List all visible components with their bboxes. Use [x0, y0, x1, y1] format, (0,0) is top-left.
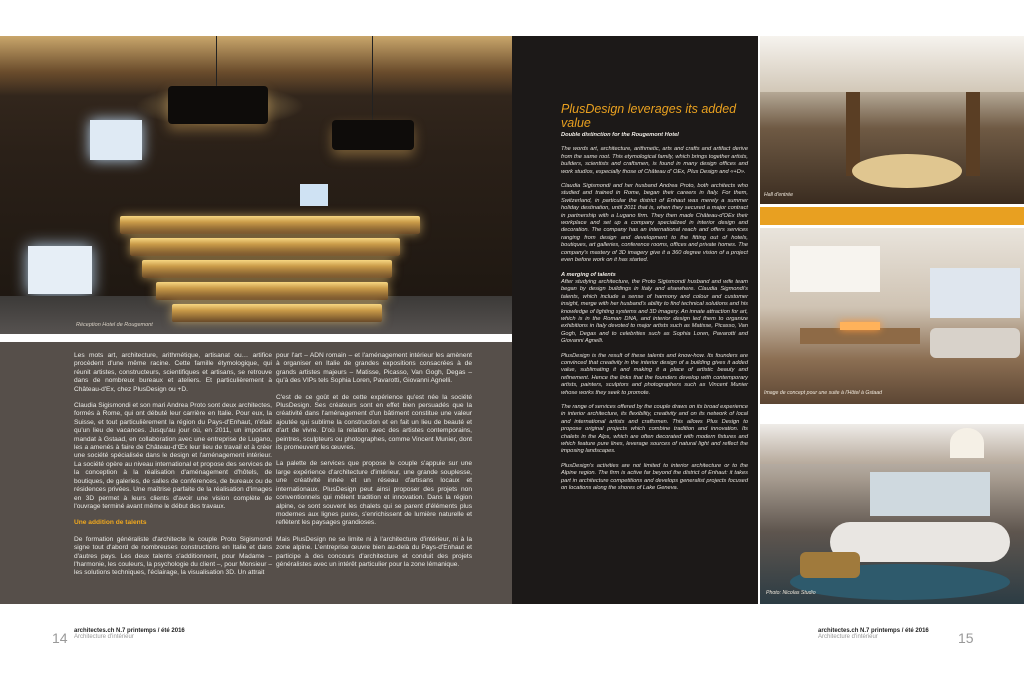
fireplace: [840, 322, 880, 330]
folio-issue: N.7: [860, 628, 870, 634]
paragraph: Claudia Sigismondi et son mari Andrea Proto sont deux architectes, formés à Rome, qui ont débuté leur carrière en Italie. Pour eux, la Suisse, et tout particulièrement la région du Pays-d'Enhaut, n'était qu'un lieu de vacances. Jusqu'au jour où, en 2011, un important mandat à Gstaad, en collaboration avec une entreprise de Lugano, les a amenés à faire de Château-d'Œx leur lieu de travail et à créer une société spécialisée dans le design et l'aménagement intérieur. La société opère au niveau international et propose des services de la conception à la réalisation d'aménagement d'hôtels, de boutiques, de galeries, de salles de conférences, de bureaux ou de résidences privées. Une maîtrise parfaite de la réalisation d'images en 3D permet à leurs clients d'avoir une vision complète de l'ouvrage terminé avant même le début des travaux.: [74, 402, 272, 510]
reception-desk: [120, 216, 420, 334]
paragraph: C'est de ce goût et de cette expérience qu'est née la société PlusDesign. Ses créateurs sont en effet bien persuadés que la créativité dans l'aménagement d'un bâtiment constitue une valeur ajoutée qui sublime la construction et en fait un lieu de beauté et d'art de vivre. D'où la relation avec des artistes contemporains, peintres, sculpteurs ou photographes, comme Vincent Munier, dont ils promeuvent les œuvres.: [276, 393, 472, 452]
page-number: 14: [52, 630, 68, 646]
folio-season: printemps / été 2016: [127, 628, 185, 634]
window: [870, 472, 990, 516]
lamp-cord: [372, 36, 373, 120]
folio-season: printemps / été 2016: [871, 628, 929, 634]
ceiling: [760, 36, 1024, 92]
photo-caption: Hall d'entrée: [764, 192, 793, 198]
paragraph: Mais PlusDesign ne se limite ni à l'architecture d'intérieur, ni à la zone alpine. L'entreprise œuvre bien au-delà du Pays-d'Enhaut et participe à des concours d'architecture et conduit des projets généralistes avec un intérêt particulier pour la zone lémanique.: [276, 535, 472, 568]
paragraph: Les mots art, architecture, arithmétique, artisanat ou… artifice procèdent d'une même racine. Cette famille étymologique, qui réunit artistes, constructeurs, scientifiques et artisans, se retrouve dans de nombreux bureaux et ateliers. Et particulièrement à Château-d'Ex, chez PlusDesign ou +D.: [74, 352, 272, 393]
wall-lightbox: [300, 184, 328, 206]
photo-suite-concept: [760, 228, 1024, 404]
coffee-table: [800, 552, 860, 578]
folio-section: Architecture d'intérieur: [74, 634, 134, 640]
lamp-cord: [216, 36, 217, 86]
folio-issue: N.7: [116, 628, 126, 634]
bathtub: [930, 328, 1020, 358]
page-number: 15: [958, 630, 974, 646]
folio: [74, 628, 185, 640]
paragraph: Claudia Sigismondi and her husband Andrea Proto, both architects who studied and trained in Rome, began their careers in Italy. For them, Switzerland, in particular the district of Enhaut was merely a summer holiday destination, until 2011 that is, when they secured a major contract in partnership with a Lugano firm. They then made Château-d'OEx their workplace and set up a company specialized in interior design and decoration. The company has an international reach and offers services ranging from design and development to the fitting out of hotels, boutiques, art galleries, conference rooms, offices and private homes. The company's mastery of 3D imagery give it a 360 degree vision of a project even before work on it has started.: [561, 183, 748, 264]
folio-site: architectes.ch: [818, 628, 859, 634]
pendant-lamp: [332, 120, 414, 150]
paragraph: The words art, architecture, arithmetic, arts and crafts and artifact derive from the same root. This etymological family, which brings together artists, builders, scientists and craftsmen, is found in many design offices and work studios, especially those of Château d' OEx, Plus Design and «+D».: [561, 146, 748, 175]
photo-caption: Photo: Nicolas Studio: [766, 590, 816, 596]
vanity-counter: [800, 328, 920, 344]
paragraph: After studying architecture, the Proto Sigismondi husband and wife team began by design buildings in Italy and elsewhere. Claudia Sigmondi's talents, which include a sense of harmony and colour and customer insight, merge with her husband's ability to find technical solutions and his knowledge of lighting systems and 3D imagery. An innate attraction for art, which is in the Roman DNA, and interior design led them to organize exhibitions in Italy devoted to major artists such as Matisse, Picasso, Van Gogh, Degas and to celebrities such as Sophia Loren, Pavarotti and Giovanni Agnelli.: [561, 278, 748, 345]
paragraph: PlusDesign is the result of these talents and know-how. Its founders are convinced that creativity in the interior design of a building gives it added value, sublimating it and making it a place of artistic beauty and refinement. Hence the links that the founders develop with contemporary artists, painters, sculptors and photographers such as Vincent Munier whose works they seek to promote.: [561, 352, 748, 396]
wall-cabinet: [790, 246, 880, 292]
photo-caption: Réception Hotel de Rougemont: [76, 322, 153, 328]
hero-photo-reception: [0, 36, 512, 334]
accent-bar: [760, 207, 1024, 225]
paragraph: PlusDesign's activities are not limited to interior architecture or to the Alpine region. The firm is active far beyond the district of Enhaut: it takes part in architecture competitions and develops generalist projects focused on locations along the shores of Lake Geneva.: [561, 462, 748, 492]
ceiling-beams: [760, 424, 1024, 464]
cowhide-rug: [852, 154, 962, 188]
pendant-lamp: [950, 428, 984, 458]
folio-site: architectes.ch: [74, 628, 115, 634]
paragraph: pour l'art – ADN romain – et l'aménagement intérieur les amènent à organiser en Italie de grandes expositions consacrées à de grands artistes majeurs – Matisse, Picasso, Van Gogh, Degas – qu'à des VIPs tels Sophia Loren, Pavarotti, Giovanni Agnelli.: [276, 352, 472, 385]
article-column-1: [74, 352, 272, 586]
article-column-2: [276, 352, 472, 577]
photo-living-room: [760, 424, 1024, 604]
photo-caption: Image de concept pour une suite à l'Hôtel à Gstaad: [764, 390, 883, 396]
paragraph: The range of services offered by the couple draws on its broad experience in interior architecture, its flexibility, creativity and on its network of local and international artists and craftsmen. This allows Plus Design to propose original projects which combine tradition and innovation. Its chalets in the Alps, which are often decorated with modern fixtures and which feature pure lines, leverage sources of natural light and reflect the imposing landscapes.: [561, 404, 748, 455]
folio-section: Architecture d'intérieur: [818, 634, 878, 640]
wall-lightbox: [28, 246, 92, 294]
subheading: A merging of talents: [561, 271, 616, 278]
wall-lightbox: [90, 120, 142, 160]
pendant-lamp: [168, 86, 268, 124]
photo-entrance-hall: [760, 36, 1024, 204]
pillar: [966, 92, 980, 176]
paragraph: De formation généraliste d'architecte le couple Proto Sigismondi signe tout d'abord de nombreuses constructions en Italie et dans d'autres pays. Les deux talents s'additionnent, pour Madame – l'harmonie, les couleurs, la psychologie du client –, pour Monsieur – les solutions techniques, l'éclairage, la visualisation 3D. Un attrait: [74, 535, 272, 577]
folio: [818, 628, 929, 640]
paragraph: La palette de services que propose le couple s'appuie sur une large expérience d'architecture d'intérieur, une grande souplesse, une créativité innée et un réseau d'artisans locaux et internationaux. PlusDesign peut ainsi proposer des projets non conventionnels qui mêlent tradition et innovation. Dans la région alpine, ce sont souvent les chalets qui se parent d'éléments plus modernes aux lignes pures, s'enrichissent de lumière naturelle et reflètent les paysages grandioses.: [276, 460, 472, 527]
window: [930, 268, 1020, 318]
article-text-en: [561, 132, 748, 499]
article-title: PlusDesign leverages its added value: [561, 102, 737, 130]
subheading: Une addition de talents: [74, 519, 147, 527]
article-subtitle: Double distinction for the Rougemont Hotel: [561, 132, 679, 138]
